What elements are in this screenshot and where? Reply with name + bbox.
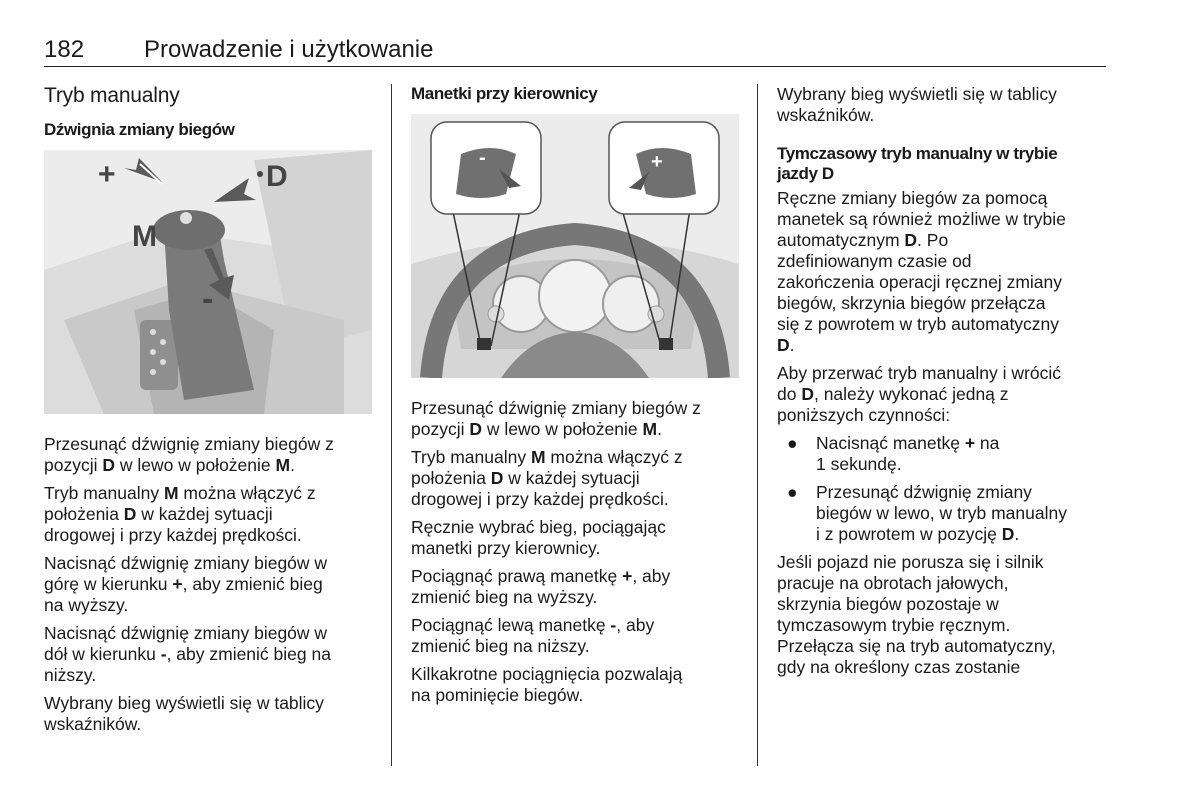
paragraph: Pociągnąć lewą manetkę -, aby zmienić bieg na niższy. [411,615,655,656]
minus-paddle-label: - [479,147,486,169]
minus-label: - [202,280,214,318]
m-label: M [132,220,157,253]
paragraph: Kilkakrotne pociągnięcia pozwalają na pominięcie biegów. [411,664,683,705]
paragraph: Przesunąć dźwignię zmiany biegów z pozycji D w lewo w położenie M. [411,398,701,439]
plus-paddle-label: + [651,151,663,173]
paragraph: Przesunąć dźwignię zmiany biegów z pozycji D w lewo w położenie M. [44,434,334,475]
page-title: Prowadzenie i użytkowanie [144,36,434,63]
section-heading: Tryb manualny [44,84,180,107]
bullet-icon: ● [787,433,798,453]
subsection-heading: Tymczasowy tryb manualny w trybie jazdy D [777,144,1058,183]
paragraph: Nacisnąć dźwignię zmiany biegów w dół w kierunku -, aby zmienić bieg na niższy. [44,623,331,685]
column-divider [757,84,758,766]
paragraph: Ręczne zmiany biegów za pomocą manetek są również możliwe w trybie automatycznym D. Po zdefiniowanym czasie od zakończenia operacji ręcznej zmiany biegów, skrzynia biegów przełącza się z powrotem w tryb automatyczny D. [777,188,1066,355]
column-1 [44,84,376,742]
column-divider [391,84,392,766]
gear-lever-illustration [44,150,372,414]
paragraph: Aby przerwać tryb manualny i wrócić do D, należy wykonać jedną z poniższych czynności: [777,363,1061,425]
column-3 [777,84,1109,685]
paragraph: Pociągnąć prawą manetkę +, aby zmienić bieg na wyższy. [411,566,671,607]
paragraph: Wybrany bieg wyświetli się w tablicy wskaźników. [777,84,1057,125]
paragraph: Wybrany bieg wyświetli się w tablicy wskaźników. [44,693,324,734]
paragraph: Ręcznie wybrać bieg, pociągając manetki przy kierownicy. [411,517,666,558]
bullet-icon: ● [787,482,798,502]
paragraph: Tryb manualny M można włączyć z położenia D w każdej sytuacji drogowej i przy każdej prędkości. [44,483,316,545]
page-header [44,34,1106,67]
plus-label: + [98,158,116,191]
paragraph: Tryb manualny M można włączyć z położenia D w każdej sytuacji drogowej i przy każdej prędkości. [411,447,683,509]
subsection-heading: Manetki przy kierownicy [411,84,598,103]
paragraph: Nacisnąć dźwignię zmiany biegów w górę w kierunku +, aby zmienić bieg na wyższy. [44,553,328,615]
d-label: D [266,160,288,193]
list-item: ● Przesunąć dźwignię zmiany biegów w lewo, w tryb manualny i z powrotem w pozycję D. [787,482,1067,544]
bullet-list [777,433,1109,545]
paragraph: Jeśli pojazd nie porusza się i silnik pracuje na obrotach jałowych, skrzynia biegów pozostaje w tymczasowym trybie ręcznym. Przełącza się na tryb automatyczny, gdy na określony czas zostanie [777,552,1056,677]
subsection-heading: Dźwignia zmiany biegów [44,120,235,139]
page-number: 182 [44,36,85,63]
list-item: ● Nacisnąć manetkę + na 1 sekundę. [787,433,1000,474]
steering-paddles-illustration [411,114,739,378]
column-2 [411,84,743,713]
